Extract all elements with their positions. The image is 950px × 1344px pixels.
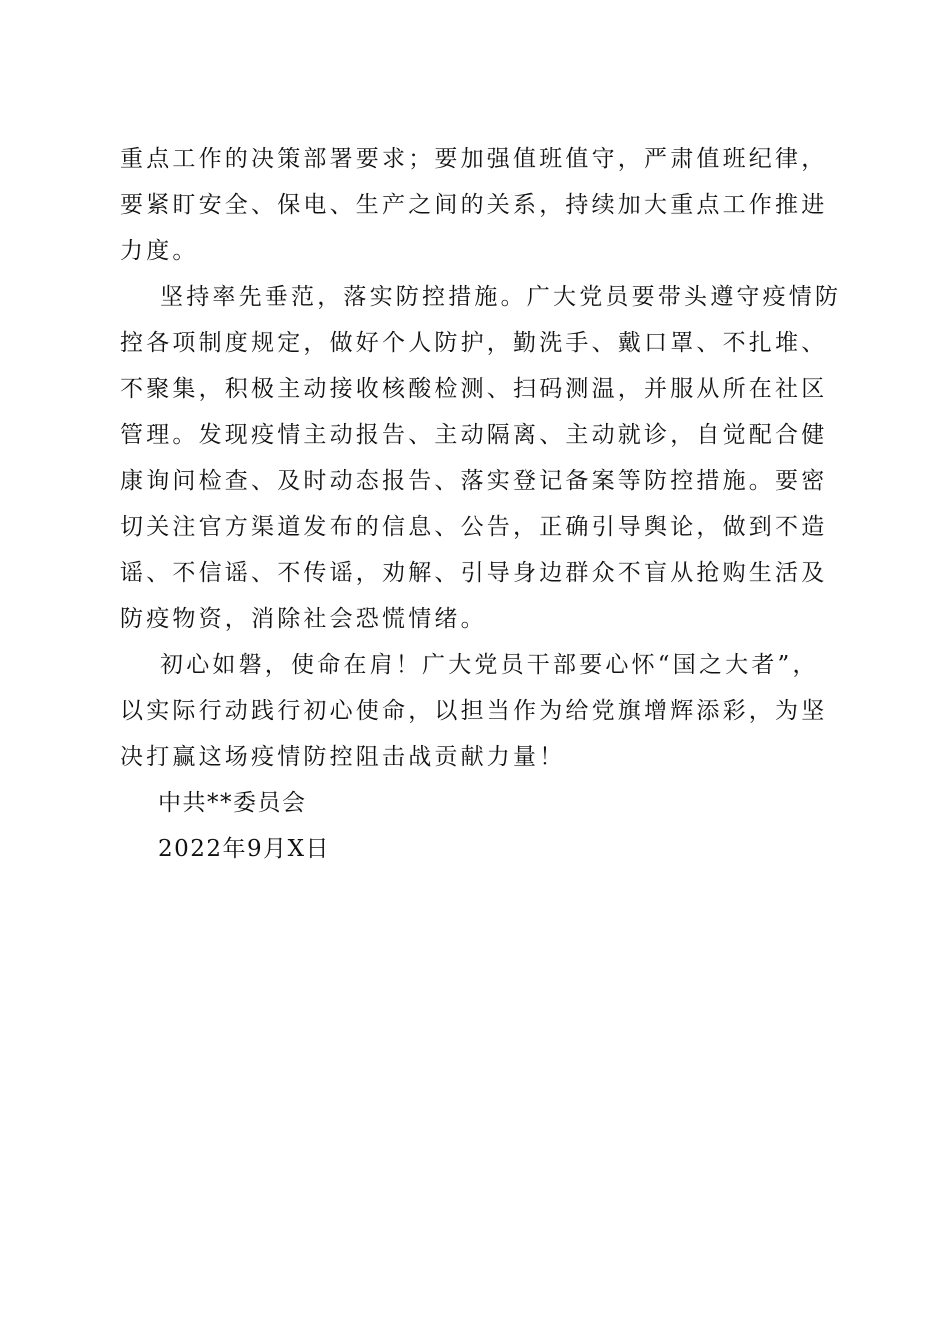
text-line: 康询问检查、及时动态报告、落实登记备案等防控措施。要密 — [120, 468, 828, 494]
text-line: 防疫物资，消除社会恐慌情绪。 — [120, 606, 487, 632]
text-line: 控各项制度规定，做好个人防护，勤洗手、戴口罩、不扎堆、 — [120, 330, 828, 356]
text-line: 坚持率先垂范，落实防控措施。广大党员要带头遵守疫情防 — [160, 284, 842, 310]
signature-organization: 中共**委员会 — [158, 790, 307, 816]
signature-date: 2022年9月X日 — [158, 836, 331, 862]
text-line: 重点工作的决策部署要求；要加强值班值守，严肃值班纪律， — [120, 146, 828, 172]
paragraph-prevention-measures — [120, 274, 842, 642]
text-line: 初心如磐，使命在肩！广大党员干部要心怀“国之大者”， — [160, 652, 819, 678]
document-body — [120, 136, 842, 872]
signature-block — [120, 780, 830, 872]
text-line: 不聚集，积极主动接收核酸检测、扫码测温，并服从所在社区 — [120, 376, 828, 402]
text-line: 决打赢这场疫情防控阻击战贡献力量！ — [120, 744, 566, 770]
text-line: 管理。发现疫情主动报告、主动隔离、主动就诊，自觉配合健 — [120, 422, 828, 448]
text-line: 以实际行动践行初心使命，以担当作为给党旗增辉添彩，为坚 — [120, 698, 828, 724]
paragraph-conclusion — [120, 642, 830, 780]
paragraph-work-requirements — [120, 136, 830, 274]
text-line: 力度。 — [120, 238, 199, 264]
text-line: 切关注官方渠道发布的信息、公告，正确引导舆论，做到不造 — [120, 514, 828, 540]
text-line: 要紧盯安全、保电、生产之间的关系，持续加大重点工作推进 — [120, 192, 828, 218]
text-line: 谣、不信谣、不传谣，劝解、引导身边群众不盲从抢购生活及 — [120, 560, 828, 586]
